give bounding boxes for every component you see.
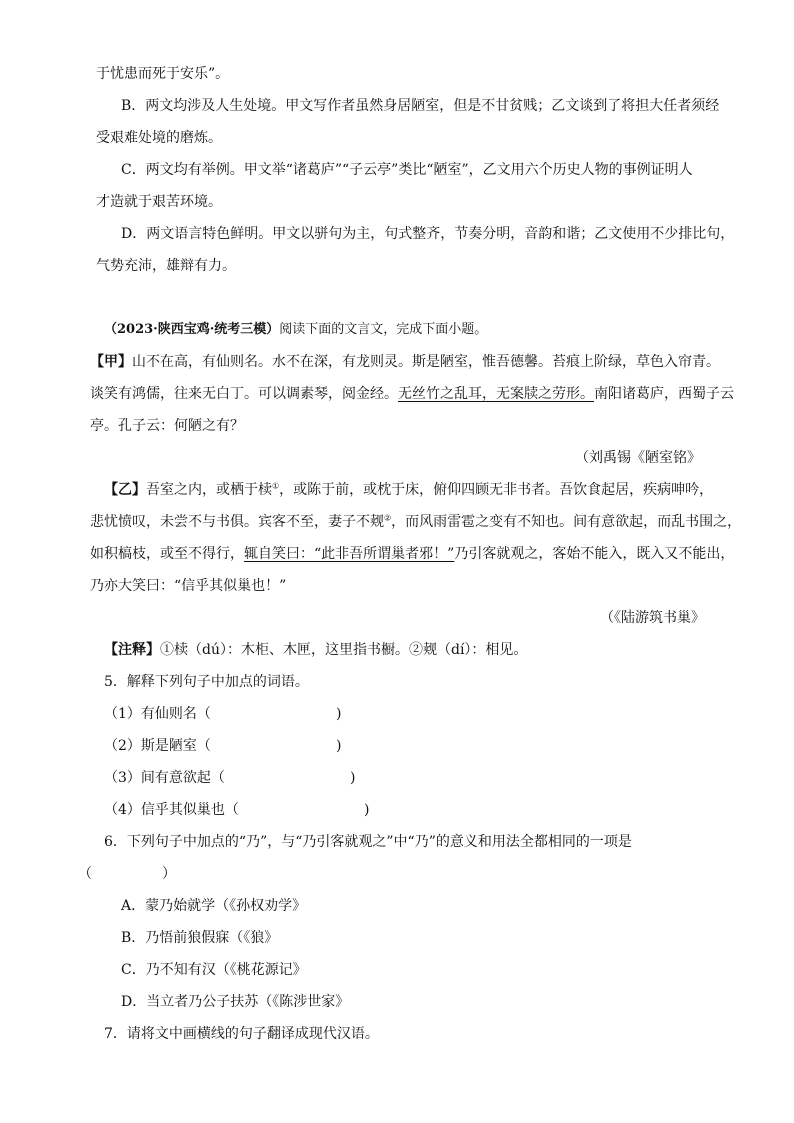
yi-text-1a: 吾室之内，或栖于椟 <box>146 482 272 498</box>
prev-option-b-line2: 受艰难处境的磨炼。 <box>96 130 222 146</box>
q5-item-4-close: ) <box>364 802 370 818</box>
yi-text-3a: 如积槁枝，或至不得行， <box>90 546 244 562</box>
prev-option-b-line1: B．两文均涉及人生处境。甲文写作者虽然身居陋室，但是不甘贫贱；乙文谈到了将担大任者须经 <box>121 98 720 114</box>
q5-item-1-text: （1）有仙则名（ <box>104 706 211 722</box>
passage-yi-line4: 乃亦大笑曰：“信乎其似巢也！” <box>90 578 287 594</box>
passage-header <box>104 320 487 340</box>
prev-question-tail: 于忧患而死于安乐”。 <box>96 66 230 82</box>
q5-item-3 <box>104 768 225 788</box>
passage-jia-line2 <box>90 384 734 404</box>
q5-item-1 <box>104 704 211 724</box>
q5-item-2-close: ) <box>336 738 342 754</box>
prev-option-c-line2: 才造就于艰苦环境。 <box>96 194 222 210</box>
note-marker-2: ② <box>384 513 392 523</box>
q5-stem: 5．解释下列句子中加点的词语。 <box>104 674 309 690</box>
prev-option-c-line1: C．两文均有举例。甲文举“诸葛庐”“子云亭”类比“陋室”，乙文用六个历史人物的事例证明人 <box>121 162 693 178</box>
passage-yi-source: （《陆游筑书巢》 <box>600 610 705 626</box>
yi-label: 【乙】 <box>104 482 146 498</box>
yi-text-2a: 悲忧愤叹，未尝不与书俱。宾客不至，妻子不觌 <box>90 514 384 530</box>
q5-item-4 <box>104 800 239 820</box>
passage-jia-line3: 亭。孔子云：何陋之有？ <box>90 418 244 434</box>
q6-option-a: A．蒙乃始就学（《孙权劝学》 <box>121 898 307 914</box>
jia-text-2a: 谈笑有鸿儒，往来无白丁。可以调素琴，阅金经。 <box>90 386 398 402</box>
prev-option-d-line2: 气势充沛，雄辩有力。 <box>96 258 236 274</box>
passage-jia-source: （刘禹锡《陋室铭》 <box>575 450 701 466</box>
q6-stem: 6．下列句子中加点的“乃”，与“乃引客就观之”中“乃”的意义和用法全都相同的一项是 <box>104 834 632 850</box>
passage-source-tag: （2023·陕西宝鸡·统考三模） <box>104 322 280 337</box>
yi-text-1b: ，或陈于前，或枕于床，俯仰四顾无非书者。吾饮食起居，疾病呻吟， <box>279 482 714 498</box>
passage-yi-line1 <box>104 480 713 500</box>
q6-answer-paren: （ ） <box>78 866 176 882</box>
q6-option-d: D．当立者乃公子扶苏（《陈涉世家》 <box>121 994 350 1010</box>
q6-option-b: B．乃悟前狼假寐（《狼》 <box>121 930 279 946</box>
yi-text-2b: ，而风雨雷雹之变有不知也。间有意欲起，而乱书围之， <box>391 514 742 530</box>
q7-stem: 7．请将文中画横线的句子翻译成现代汉语。 <box>104 1026 379 1042</box>
jia-underlined-sentence: 无丝竹之乱耳，无案牍之劳形。 <box>398 386 594 402</box>
q5-item-4-text: （4）信乎其似巢也（ <box>104 802 239 818</box>
passage-yi-line2 <box>90 512 741 532</box>
passage-intro: 阅读下面的文言文，完成下面小题。 <box>279 322 488 337</box>
jia-text-2b: 南阳诸葛庐，西蜀子云 <box>594 386 734 402</box>
q5-item-2 <box>104 736 211 756</box>
passage-jia-line1 <box>90 352 720 372</box>
notes-text: ①椟（dú）：木柜、木匣，这里指书橱。②觌（dí）：相见。 <box>160 642 528 658</box>
yi-text-3b: 乃引客就观之，客始不能入，既入又不能出， <box>454 546 735 562</box>
q6-option-c: C．乃不知有汉（《桃花源记》 <box>121 962 307 978</box>
prev-option-d-line1: D．两文语言特色鲜明。甲文以骈句为主，句式整齐，节奏分明，音韵和谐；乙文使用不少排比句， <box>121 226 735 242</box>
yi-underlined-sentence: 辄自笑曰：“此非吾所谓巢者邪！” <box>244 546 455 562</box>
q5-item-1-close: ) <box>336 706 342 722</box>
notes-label: 【注释】 <box>104 642 160 658</box>
q5-item-2-text: （2）斯是陋室（ <box>104 738 211 754</box>
q5-item-3-text: （3）间有意欲起（ <box>104 770 225 786</box>
note-marker-1: ① <box>272 481 280 491</box>
passage-yi-line3 <box>90 544 734 564</box>
passage-notes <box>104 640 527 660</box>
jia-text-1: 山不在高，有仙则名。水不在深，有龙则灵。斯是陋室，惟吾德馨。苔痕上阶绿，草色入帘青。 <box>132 354 720 370</box>
jia-label: 【甲】 <box>90 354 132 370</box>
q5-item-3-close: ) <box>350 770 356 786</box>
